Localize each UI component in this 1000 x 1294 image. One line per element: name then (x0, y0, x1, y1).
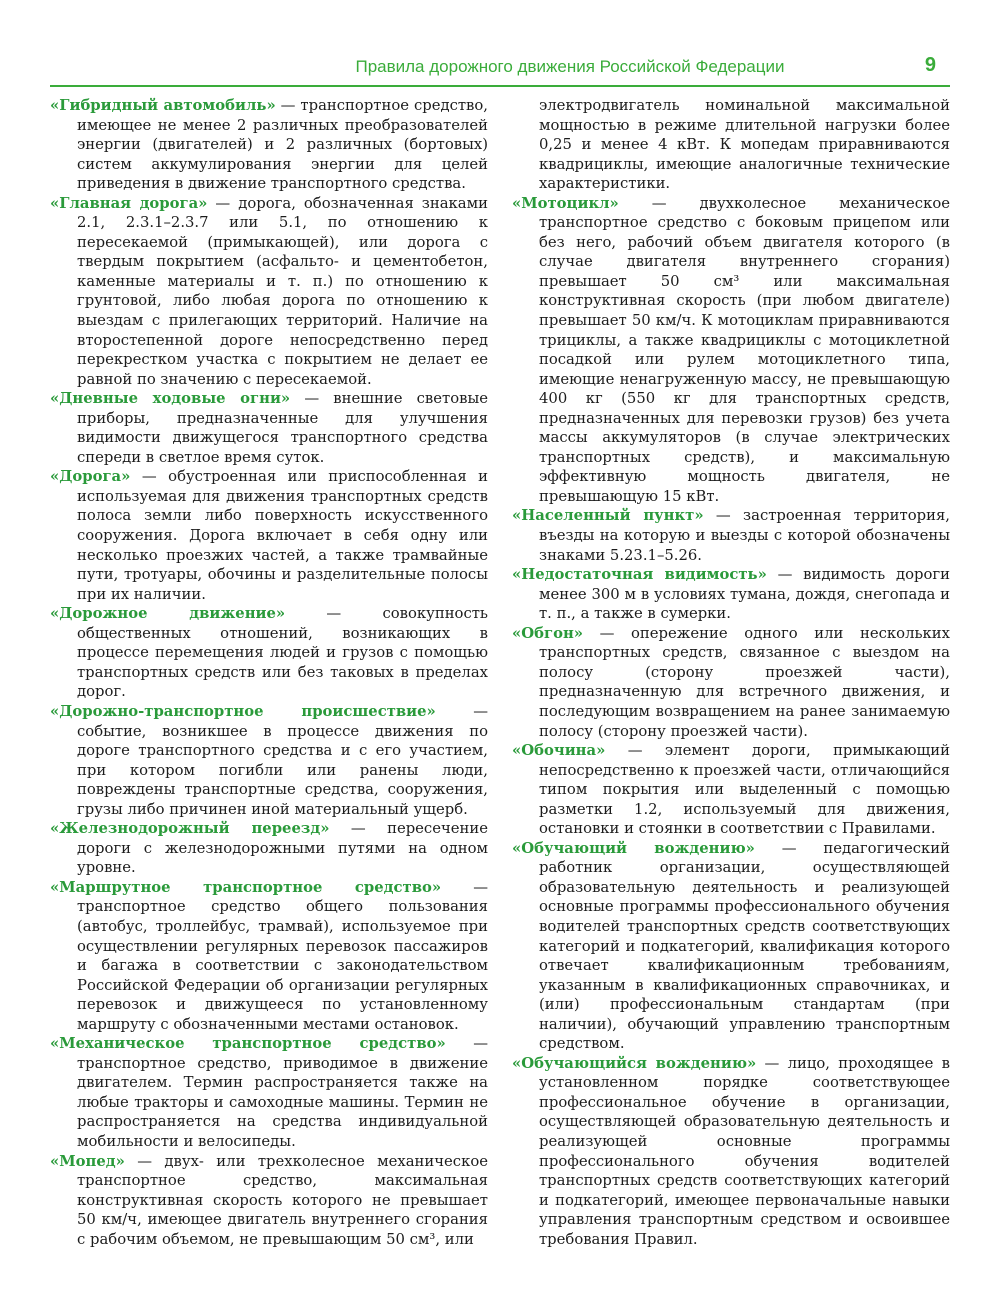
definition-text: — пересечение дороги с железнодорожными путями на одном уровне. (77, 820, 488, 877)
definition-text: — транспортное средство, имеющее не менее 2 различных преобразователей энергии (двигателей) и 2 различных (бортовых) систем аккумулирования энергии для целей приведения в движение транспортного средства. (77, 97, 488, 193)
definition-term: «Дорожно-транспортное происшествие» (50, 702, 436, 720)
definition-term: «Главная дорога» (50, 194, 208, 212)
definition-text: — опережение одного или нескольких транспортных средств, связанное с выездом на полосу (сторону проезжей части), предназначенную для встречного движения, и последующим возвращением на ранее занимаемую полосу (сторону проезжей части). (539, 624, 950, 740)
definition-term: «Механическое транспортное средство» (50, 1035, 446, 1053)
definition-text: — событие, возникшее в процессе движения по дороге транспортного средства и с его участием, при котором погибли или ранены люди, повреждены транспортные средства, сооружения, грузы либо причинен иной материальный ущерб. (77, 702, 488, 818)
definition-entry (512, 1054, 950, 1249)
definition-term: «Населенный пункт» (512, 507, 704, 525)
definition-entry (512, 741, 950, 839)
definition-continuation (512, 96, 950, 194)
definition-entry (50, 878, 488, 1034)
definition-term: «Обучающий вождению» (512, 839, 755, 857)
definition-term: «Обучающийся вождению» (512, 1054, 757, 1072)
definition-text: — дорога, обозначенная знаками 2.1, 2.3.1–2.3.7 или 5.1, по отношению к пересекаемой (примыкающей), или дорога с твердым покрытием (асфальто- и цементобетон, каменные материалы и т. п.) по отношению к грунтовой, либо любая дорога по отношению к выездам с прилегающих территорий. Наличие на второстепенной дороге непосредственно перед перекрестком участка с покрытием не делает ее равной по значению с пересекаемой. (77, 194, 488, 388)
definition-term: «Железнодорожный переезд» (50, 820, 330, 838)
definition-text: — транспортное средство, приводимое в движение двигателем. Термин распространяется также на любые тракторы и самоходные машины. Термин не распространяется на средства индивидуальной мобильности и велосипеды. (77, 1035, 488, 1150)
definition-entry (512, 194, 950, 507)
left-column (50, 96, 488, 1249)
header-title: Правила дорожного движения Российской Федерации (355, 57, 785, 76)
definition-entry (512, 839, 950, 1054)
definition-text: — элемент дороги, примыкающий непосредственно к проезжей части, отличающийся типом покрытия или выделенный с помощью разметки 1.2, используемый для движения, остановки и стоянки в соответствии с Правилами. (539, 742, 950, 838)
definition-entry (512, 624, 950, 741)
definition-term: «Мопед» (50, 1152, 125, 1170)
definition-entry (50, 1034, 488, 1151)
definition-text: — двух- или трехколесное механическое транспортное средство, максимальная конструктивная скорость которого не превышает 50 км/ч, имеющее двигатель внутреннего сгорания с рабочим объемом, не превышающим 50 см³, или (77, 1152, 488, 1248)
definition-text: — совокупность общественных отношений, возникающих в процессе перемещения людей и грузов с помощью транспортных средств или без таковых в пределах дорог. (77, 605, 488, 701)
definition-entry (50, 467, 488, 604)
definition-text: — двухколесное механическое транспортное средство с боковым прицепом или без него, рабочий объем двигателя которого (в случае двигателя внутреннего сгорания) превышает 50 см³ или максимальная конструктивная скорость (при любом двигателе) превышает 50 км/ч. К мотоциклам приравниваются трициклы, а также квадрициклы с мотоциклетной посадкой или рулем мотоциклетного типа, имеющие ненагруженную массу, не превышающую 400 кг (550 кг для транспортных средств, предназначенных для перевозки грузов) без учета массы аккумуляторов (в случае электрических транспортных средств), и максимальную эффективную мощность двигателя, не превышающую 15 кВт. (539, 194, 950, 505)
right-column (512, 96, 950, 1249)
definition-text: — обустроенная или приспособленная и используемая для движения транспортных средств полоса земли либо поверхность искусственного сооружения. Дорога включает в себя одну или несколько проезжих частей, а также трамвайные пути, тротуары, обочины и разделительные полосы при их наличии. (77, 468, 488, 603)
definition-term: «Мотоцикл» (512, 194, 619, 212)
definition-term: «Обгон» (512, 624, 584, 642)
definition-term: «Дневные ходовые огни» (50, 390, 291, 408)
definition-text: — транспортное средство общего пользования (автобус, троллейбус, трамвай), используемое при осуществлении регулярных перевозок пассажиров и багажа в соответствии с законодательством Российской Федерации об организации регулярных перевозок и движущееся по установленному маршруту с обозначенными местами остановок. (77, 878, 488, 1033)
definition-term: «Дорожное движение» (50, 605, 286, 623)
definition-entry (512, 506, 950, 565)
definition-entry (50, 389, 488, 467)
definition-term: «Обочина» (512, 742, 606, 760)
definition-entry (512, 565, 950, 624)
definition-text: — застроенная территория, въезды на которую и выезды с которой обозначены знаками 5.23.1–5.26. (539, 507, 950, 564)
definition-entry (50, 1152, 488, 1250)
definition-entry (50, 702, 488, 819)
definition-term: «Недостаточная видимость» (512, 566, 767, 584)
definition-text: — внешние световые приборы, предназначенные для улучшения видимости движущегося транспортного средства спереди в светлое время суток. (77, 390, 488, 466)
definition-term: «Дорога» (50, 468, 131, 486)
definition-entry (50, 194, 488, 389)
definition-text: — лицо, проходящее в установленном порядке соответствующее профессиональное обучение в организации, осуществляющей образовательную деятельность и реализующей основные программы профессионального обучения водителей транспортных средств соответствующих категорий и подкатегорий, имеющее первоначальные навыки управления транспортным средством и освоившее требования Правил. (539, 1054, 950, 1248)
page-number: 9 (924, 54, 936, 76)
definition-term: «Маршрутное транспортное средство» (50, 878, 442, 896)
definition-text: электродвигатель номинальной максимальной мощностью в режиме длительной нагрузки более 0,25 и менее 4 кВт. К мопедам приравниваются квадрициклы, имеющие аналогичные технические характеристики. (539, 97, 950, 193)
definition-term: «Гибридный автомобиль» (50, 97, 276, 114)
header-divider (50, 85, 950, 87)
page-header (50, 54, 950, 88)
definition-entry (50, 819, 488, 878)
definition-entry (50, 604, 488, 702)
definition-text: — педагогический работник организации, осуществляющей образовательную деятельность и реализующей основные программы профессионального обучения водителей транспортных средств соответствующих категорий и подкатегорий, квалификация которого отвечает квалификационным требованиям, указанным в квалификационных справочниках, и (или) профессиональным стандартам (при наличии), обучающий управлению транспортным средством. (539, 839, 950, 1053)
definition-entry (50, 96, 488, 194)
definition-text: — видимость дороги менее 300 м в условиях тумана, дождя, снегопада и т. п., а также в сумерки. (539, 566, 950, 623)
